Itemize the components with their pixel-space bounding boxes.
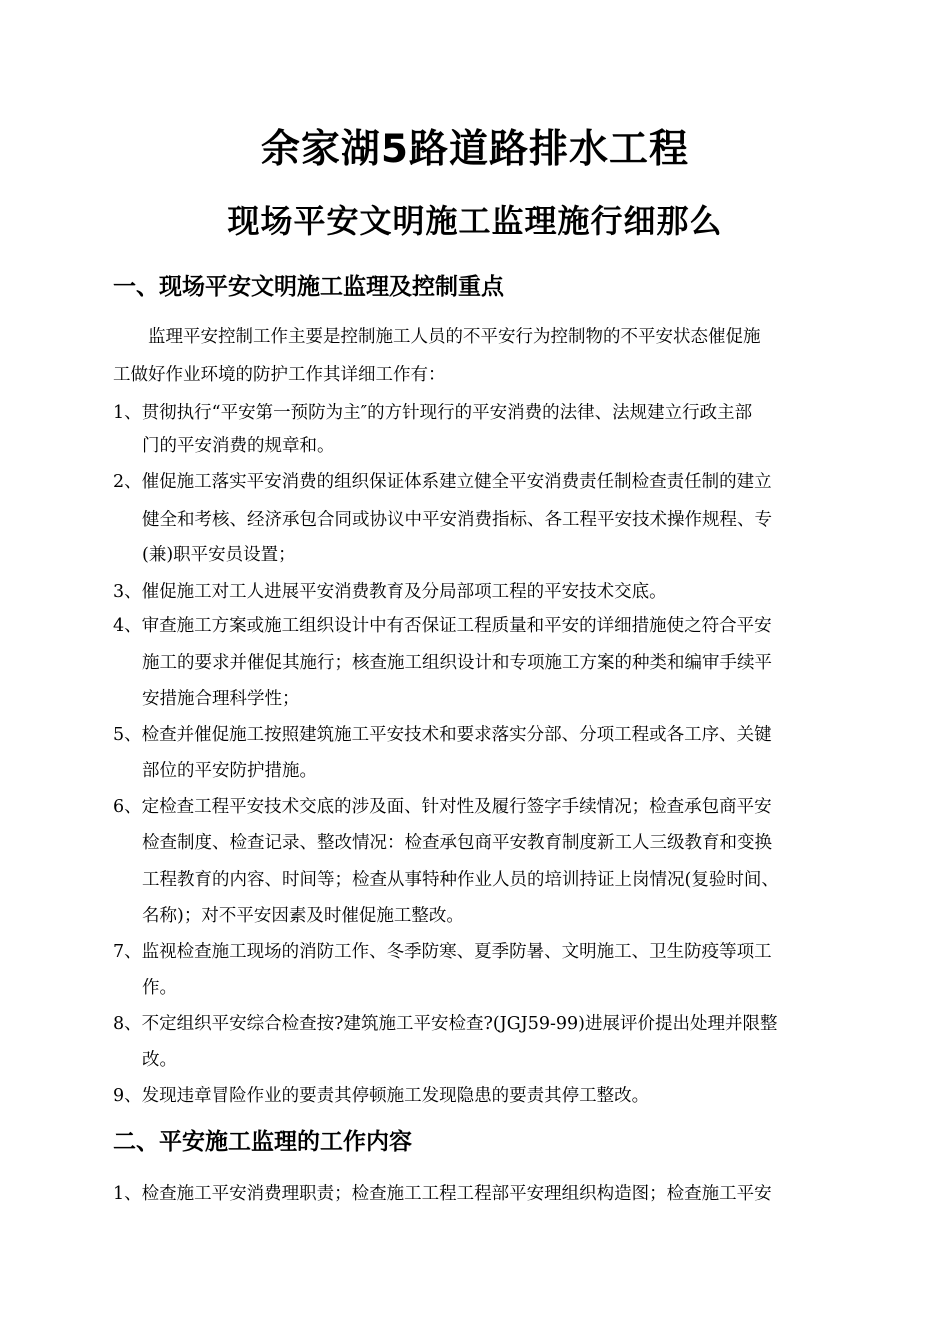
list-item-2: 2、催促施工落实平安消费的组织保证体系建立健全平安消费责任制检查责任制的建立 <box>113 472 772 492</box>
document-title: 余家湖5路道路排水工程 <box>260 127 690 172</box>
list-item-4-cont: 施工的要求并催促其施行；核查施工组织设计和专项施工方案的种类和编审手续平 <box>142 653 772 673</box>
document-subtitle: 现场平安文明施工监理施行细那么 <box>227 202 723 240</box>
section-2-item-1: 1、检查施工平安消费理职责；检查施工工程工程部平安理组织构造图；检查施工平安 <box>113 1184 772 1204</box>
list-item-3: 3、催促施工对工人进展平安消费教育及分局部项工程的平安技术交底。 <box>113 582 667 602</box>
list-item-9: 9、发现违章冒险作业的要责其停顿施工发现隐患的要责其停工整改。 <box>113 1086 650 1106</box>
list-item-7-cont: 作。 <box>142 978 177 998</box>
list-item-6: 6、定检查工程平安技术交底的涉及面、针对性及履行签字手续情况；检查承包商平安 <box>113 797 772 817</box>
list-item-6-cont: 名称)；对不平安因素及时催促施工整改。 <box>142 906 464 926</box>
intro-line: 监理平安控制工作主要是控制施工人员的不平安行为控制物的不平安状态催促施 <box>148 327 761 347</box>
list-item-6-cont: 工程教育的内容、时间等；检查从事特种作业人员的培训持证上岗情况(复验时间、 <box>142 870 779 890</box>
list-item-2-cont: (兼)职平安员设置； <box>142 545 296 565</box>
list-item-2-cont: 健全和考核、经济承包合同或协议中平安消费指标、各工程平安技术操作规程、专 <box>142 510 772 530</box>
list-item-8-cont: 改。 <box>142 1050 177 1070</box>
section-2-heading: 二、平安施工监理的工作内容 <box>113 1129 412 1155</box>
list-item-5: 5、检查并催促施工按照建筑施工平安技术和要求落实分部、分项工程或各工序、关键 <box>113 725 772 745</box>
list-item-1-cont: 门的平安消费的规章和。 <box>142 436 335 456</box>
list-item-8: 8、不定组织平安综合检查按?建筑施工平安检查?(JGJ59-99)进展评价提出处理并限整 <box>113 1014 778 1034</box>
list-item-1: 1、贯彻执行“平安第一预防为主″的方针现行的平安消费的法律、法规建立行政主部 <box>113 403 753 423</box>
list-item-7: 7、监视检查施工现场的消防工作、冬季防寒、夏季防暑、文明施工、卫生防疫等项工 <box>113 942 772 962</box>
section-1-heading: 一、现场平安文明施工监理及控制重点 <box>113 274 504 300</box>
list-item-4: 4、审查施工方案或施工组织设计中有否保证工程质量和平安的详细措施使之符合平安 <box>113 616 772 636</box>
list-item-4-cont: 安措施合理科学性； <box>142 689 300 709</box>
intro-line: 工做好作业环境的防护工作其详细工作有： <box>113 365 446 385</box>
list-item-6-cont: 检查制度、检查记录、整改情况：检查承包商平安教育制度新工人三级教育和变换 <box>142 833 772 853</box>
list-item-5-cont: 部位的平安防护措施。 <box>142 761 317 781</box>
